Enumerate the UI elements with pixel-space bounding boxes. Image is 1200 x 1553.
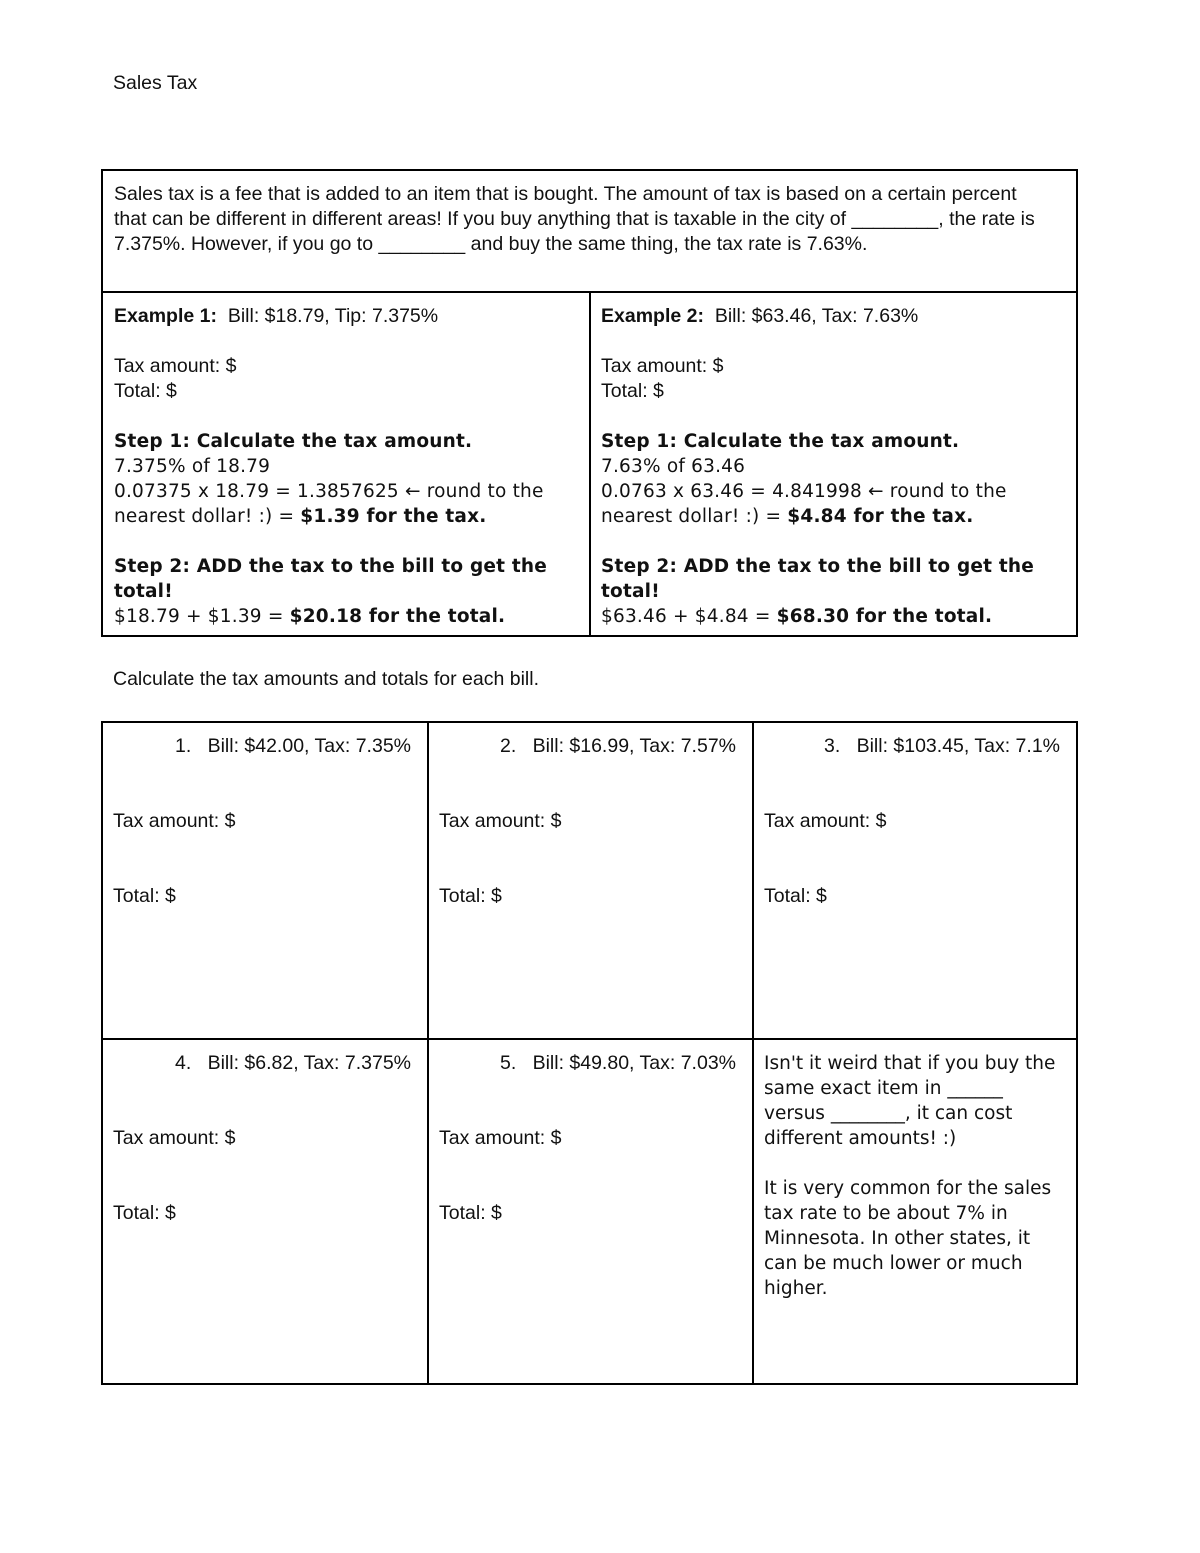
tax-amount-line: Tax amount: $ bbox=[114, 355, 237, 377]
problem-heading bbox=[764, 734, 1066, 759]
step-1-result: $4.84 for the tax. bbox=[787, 506, 974, 527]
problem-heading bbox=[113, 734, 417, 759]
total-line: Total: $ bbox=[764, 885, 827, 907]
step-1-calc bbox=[601, 479, 1066, 529]
problem-number: 1. bbox=[175, 735, 192, 757]
problem-heading bbox=[439, 1051, 742, 1076]
note-paragraph-1: Isn't it weird that if you buy the same exact item in ______ versus ________, it can cost different amounts! :) bbox=[764, 1053, 1056, 1149]
step-2-result: $20.18 for the total. bbox=[289, 606, 506, 627]
example-label: Example 1: bbox=[114, 305, 217, 327]
example-label: Example 2: bbox=[601, 305, 704, 327]
problem-cell-5 bbox=[429, 1040, 754, 1383]
problem-text: Bill: $42.00, Tax: 7.35% bbox=[207, 735, 411, 757]
example-bill: Bill: $18.79, Tip: 7.375% bbox=[227, 305, 439, 327]
problem-text: Bill: $16.99, Tax: 7.57% bbox=[532, 735, 736, 757]
step-1-result: $1.39 for the tax. bbox=[300, 506, 487, 527]
tax-amount-line: Tax amount: $ bbox=[113, 810, 236, 832]
step-1-calc-text: 0.07375 x 18.79 = 1.3857625 ← round to the nearest dollar! :) = bbox=[114, 481, 544, 527]
problems-table bbox=[101, 721, 1078, 1385]
step-2-calc bbox=[114, 604, 579, 629]
example-1 bbox=[103, 293, 591, 635]
step-2-title: Step 2: ADD the tax to the bill to get the total! bbox=[114, 556, 548, 602]
step-1-line: 7.375% of 18.79 bbox=[114, 456, 271, 477]
problem-number: 5. bbox=[500, 1052, 517, 1074]
problem-text: Bill: $6.82, Tax: 7.375% bbox=[207, 1052, 411, 1074]
total-line: Total: $ bbox=[113, 885, 176, 907]
step-2-calc-text: $63.46 + $4.84 = bbox=[601, 606, 777, 627]
total-line: Total: $ bbox=[114, 380, 177, 402]
step-1-calc-text: 0.0763 x 63.46 = 4.841998 ← round to the nearest dollar! :) = bbox=[601, 481, 1007, 527]
problem-number: 2. bbox=[500, 735, 517, 757]
total-line: Total: $ bbox=[439, 885, 502, 907]
problem-heading bbox=[113, 1051, 417, 1076]
page-title: Sales Tax bbox=[113, 72, 198, 94]
problem-text: Bill: $103.45, Tax: 7.1% bbox=[856, 735, 1060, 757]
tax-amount-line: Tax amount: $ bbox=[601, 355, 724, 377]
example-2-header bbox=[601, 304, 1066, 329]
step-2-title: Step 2: ADD the tax to the bill to get the total! bbox=[601, 556, 1035, 602]
problem-heading bbox=[439, 734, 742, 759]
step-2-calc bbox=[601, 604, 1066, 629]
tax-amount-line: Tax amount: $ bbox=[439, 1127, 562, 1149]
problem-cell-1 bbox=[103, 723, 429, 1040]
step-2-calc-text: $18.79 + $1.39 = bbox=[114, 606, 290, 627]
instruction-text: Calculate the tax amounts and totals for each bill. bbox=[113, 668, 539, 690]
example-1-header bbox=[114, 304, 579, 329]
example-bill: Bill: $63.46, Tax: 7.63% bbox=[714, 305, 919, 327]
step-1-title: Step 1: Calculate the tax amount. bbox=[601, 431, 960, 452]
intro-box bbox=[101, 169, 1078, 637]
note-cell bbox=[754, 1040, 1076, 1383]
step-1-calc bbox=[114, 479, 579, 529]
note-paragraph-2: It is very common for the sales tax rate to be about 7% in Minnesota. In other states, it can be much lower or much higher. bbox=[764, 1178, 1052, 1299]
problem-number: 4. bbox=[175, 1052, 192, 1074]
total-line: Total: $ bbox=[439, 1202, 502, 1224]
total-line: Total: $ bbox=[601, 380, 664, 402]
step-1-line: 7.63% of 63.46 bbox=[601, 456, 746, 477]
tax-amount-line: Tax amount: $ bbox=[439, 810, 562, 832]
tax-amount-line: Tax amount: $ bbox=[113, 1127, 236, 1149]
example-2 bbox=[591, 293, 1076, 635]
total-line: Total: $ bbox=[113, 1202, 176, 1224]
tax-amount-line: Tax amount: $ bbox=[764, 810, 887, 832]
step-2-result: $68.30 for the total. bbox=[776, 606, 993, 627]
problem-number: 3. bbox=[824, 735, 841, 757]
problem-cell-4 bbox=[103, 1040, 429, 1383]
problem-cell-3 bbox=[754, 723, 1076, 1040]
step-1-title: Step 1: Calculate the tax amount. bbox=[114, 431, 473, 452]
problem-cell-2 bbox=[429, 723, 754, 1040]
problem-text: Bill: $49.80, Tax: 7.03% bbox=[532, 1052, 736, 1074]
intro-paragraph: Sales tax is a fee that is added to an item that is bought. The amount of tax is based on a certain percent that can be different in different areas! If you buy anything that is taxable in the city of ________, the rate is 7.375%. However, if you go to ________ and buy the same thing, the tax rate is 7.63%. bbox=[103, 171, 1076, 293]
